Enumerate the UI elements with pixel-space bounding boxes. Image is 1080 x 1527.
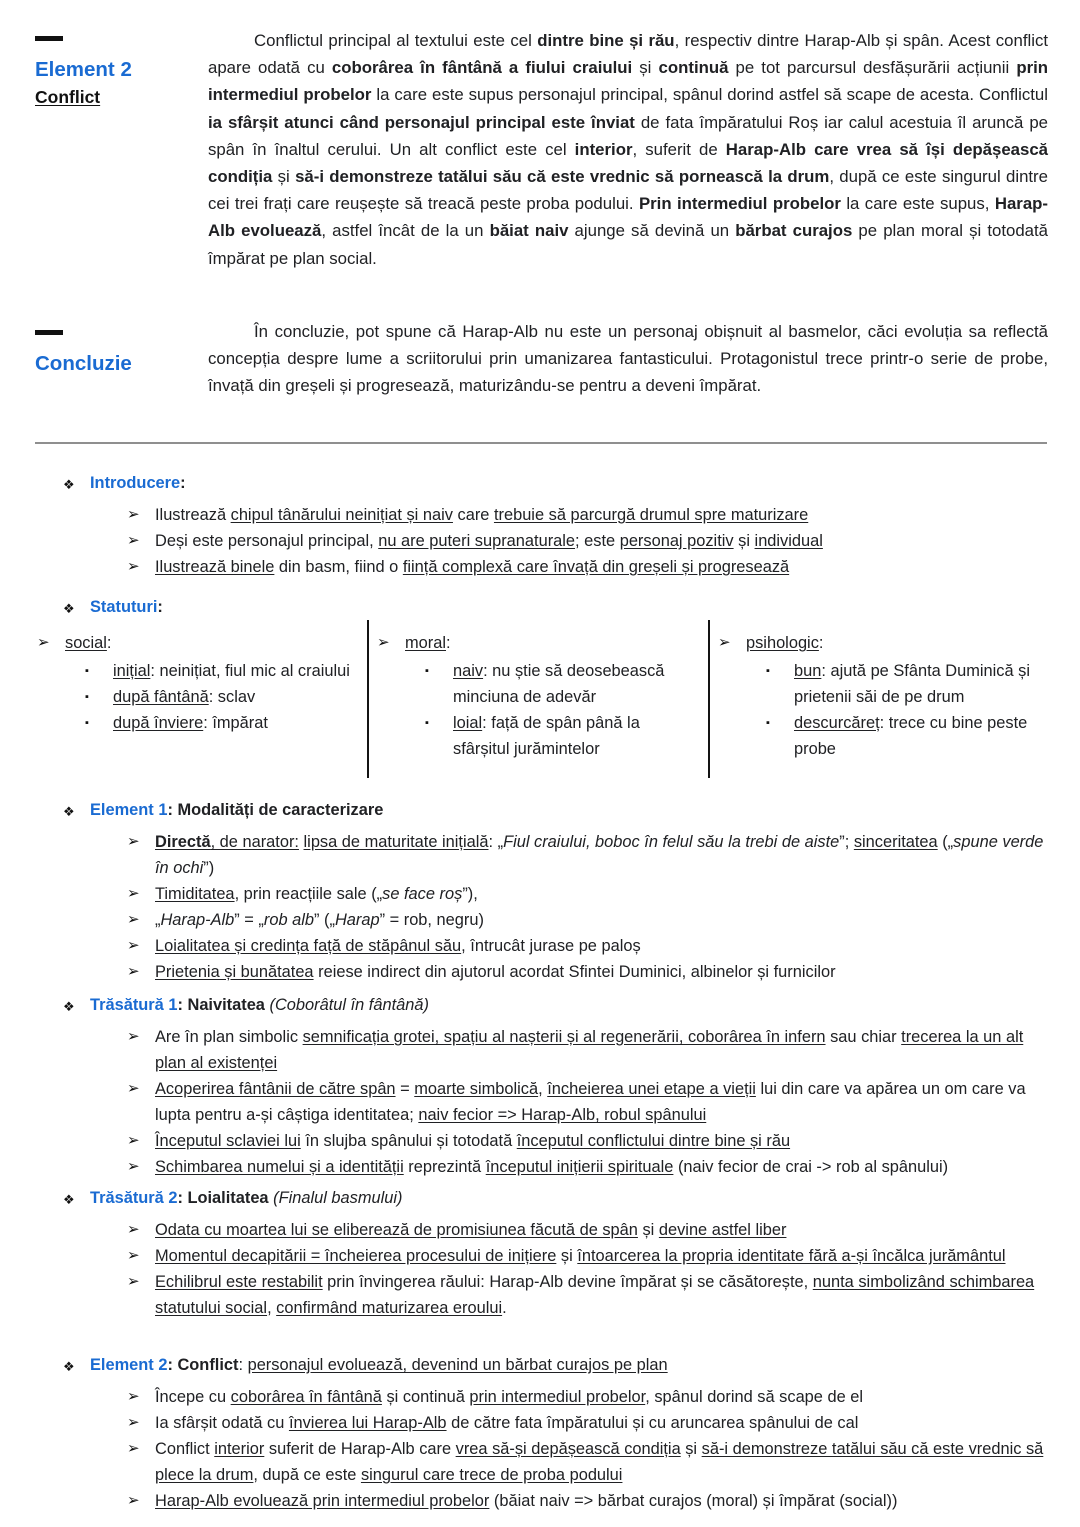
column-title: moral:: [405, 634, 451, 652]
bullet-list: [63, 1217, 1048, 1321]
section-header: [63, 797, 1048, 823]
arrow-bullet-icon: ➢: [127, 1221, 140, 1238]
section-trasatura2: [63, 1185, 1048, 1321]
square-bullet-icon: ▪: [425, 717, 429, 729]
list-item: [63, 1410, 1048, 1436]
section-element1: [63, 797, 1048, 985]
list-item-text: Începe cu coborârea în fântână și continuă prin intermediul probelor, spânul dorind să scape de el: [155, 1388, 864, 1406]
bullet-list: [716, 658, 1048, 762]
section-title: Trăsătură 1: Naivitatea (Coborâtul în fântână): [90, 996, 429, 1014]
arrow-bullet-icon: ➢: [127, 1273, 140, 1290]
section-trasatura1: [63, 992, 1048, 1180]
list-item-text: loial: față de spân până la sfârșitul jurămintelor: [453, 714, 640, 758]
section-element2-outline: [63, 1352, 1048, 1514]
list-item: [63, 1243, 1048, 1269]
list-item: [35, 684, 357, 710]
arrow-bullet-icon: ➢: [127, 558, 140, 575]
list-item-text: Odata cu moartea lui se eliberează de promisiunea făcută de spân și devine astfel liber: [155, 1221, 787, 1239]
column-header: [35, 630, 357, 656]
diamond-bullet-icon: ❖: [63, 1359, 75, 1374]
list-item-text: inițial: neinițiat, fiul mic al craiului: [113, 662, 350, 680]
paragraph-conflict: Conflictul principal al textului este cel dintre bine și rău, respectiv dintre Harap-Alb și spân. Acest conflict apare odată cu coborârea în fântână a fiului craiului și continuă pe tot parcursul desfășurării acțiunii prin intermediul probelor la care este supus personajul principal, spânul dorind astfel să scape de acesta. Conflictul ia sfârșit atunci când personajul principal este înviat de fata împăratului Roș iar calul acestuia îl aruncă pe spân în înaltul cerului. Un alt conflict este cel interior, suferit de Harap-Alb care vrea să își depășească condiția și să-i demonstreze tatălui său că este vrednic să pornească la drum, după ce este singurul dintre cei trei frați care reușește să treacă peste proba podului. Prin intermediul probelor la care este supus, Harap-Alb evoluează, astfel încât de la un băiat naiv ajunge să devină un bărbat curajos pe plan moral și totodată împărat pe plan social.: [208, 31, 1049, 268]
section-title: Element 1: Modalități de caracterizare: [90, 801, 384, 819]
list-item: [63, 1024, 1048, 1076]
list-item-text: după înviere: împărat: [113, 714, 268, 732]
list-item-text: după fântână: sclav: [113, 688, 256, 706]
diamond-bullet-icon: ❖: [63, 601, 75, 616]
section-title: Statuturi:: [90, 598, 163, 616]
section-divider: [35, 442, 1047, 444]
list-item-text: Acoperirea fântânii de către spân = moarte simbolică, încheierea unei etape a vieții lui din care va apărea un om care va lupta pentru a-și câștiga identitatea; naiv fecior => Harap-Alb, robul spânului: [155, 1080, 1026, 1124]
section-title: Element 2: Conflict: personajul evoluează, devenind un bărbat curajos pe plan: [90, 1356, 668, 1374]
list-item: [63, 907, 1048, 933]
list-item: [375, 658, 700, 710]
arrow-bullet-icon: ➢: [37, 634, 50, 651]
arrow-bullet-icon: ➢: [718, 634, 731, 651]
list-item-text: descurcăreț: trece cu bine peste probe: [794, 714, 1028, 758]
margin-heading-concluzie: Concluzie: [35, 352, 132, 375]
list-item-text: Deși este personajul principal, nu are puteri supranaturale; este personaj pozitiv și individual: [155, 532, 823, 550]
list-item-text: Începutul sclaviei lui în slujba spânului și totodată începutul conflictului dintre bine și rău: [155, 1132, 791, 1150]
square-bullet-icon: ▪: [85, 717, 89, 729]
list-item-text: Momentul decapitării = încheierea procesului de inițiere și întoarcerea la propria identitate fără a-și încălca jurământul: [155, 1247, 1006, 1265]
arrow-bullet-icon: ➢: [127, 1132, 140, 1149]
arrow-bullet-icon: ➢: [127, 833, 140, 850]
list-item-text: Directă, de narator: lipsa de maturitate inițială: „Fiul craiului, boboc în felul său la trebi de aiste”; sinceritatea („spune verde în ochi”): [155, 833, 1044, 877]
list-item: [63, 829, 1048, 881]
list-item-text: Loialitatea și credința față de stăpânul său, întrucât jurase pe paloș: [155, 937, 641, 955]
square-bullet-icon: ▪: [85, 665, 89, 677]
arrow-bullet-icon: ➢: [127, 1158, 140, 1175]
bullet-list: [375, 658, 700, 762]
list-item-text: Ia sfârșit odată cu învierea lui Harap-Alb de către fata împăratului și cu aruncarea spânului de cal: [155, 1414, 859, 1432]
list-item: [35, 658, 357, 684]
list-item: [716, 658, 1048, 710]
list-item: [375, 710, 700, 762]
status-column-psihologic: [716, 630, 1048, 762]
section-header: [63, 470, 1048, 496]
paragraph-concluzie: În concluzie, pot spune că Harap-Alb nu este un personaj obișnuit al basmelor, căci evoluția sa reflectă concepția despre lume a scriitorului prin umanizarea fantasticului. Protagonistul trece printr-o serie de probe, învață din greșeli și progresează, maturizându-se pentru a deveni împărat.: [208, 322, 1048, 396]
diamond-bullet-icon: ❖: [63, 477, 75, 492]
column-title: social:: [65, 634, 112, 652]
bullet-list: [63, 1384, 1048, 1514]
list-item: [63, 502, 1048, 528]
collapse-dash-icon: [35, 330, 63, 335]
list-item: [63, 933, 1048, 959]
list-item: [63, 554, 1048, 580]
list-item: [63, 1154, 1048, 1180]
list-item-text: „Harap-Alb” = „rob alb” („Harap” = rob, negru): [155, 911, 484, 929]
list-item: [63, 1128, 1048, 1154]
arrow-bullet-icon: ➢: [127, 532, 140, 549]
arrow-bullet-icon: ➢: [127, 1440, 140, 1457]
arrow-bullet-icon: ➢: [127, 1492, 140, 1509]
list-item: [63, 1076, 1048, 1128]
bullet-list: [63, 1024, 1048, 1180]
arrow-bullet-icon: ➢: [127, 963, 140, 980]
list-item: [63, 528, 1048, 554]
bullet-list: [35, 658, 357, 736]
list-item-text: Echilibrul este restabilit prin învingerea răului: Harap-Alb devine împărat și se căsătorește, nunta simbolizând schimbarea statutului social, confirmând maturizarea eroului.: [155, 1273, 1035, 1317]
status-column-social: [35, 630, 357, 736]
arrow-bullet-icon: ➢: [127, 1028, 140, 1045]
list-item: [35, 710, 357, 736]
section-title: Introducere:: [90, 474, 186, 492]
list-item-text: Prietenia și bunătatea reiese indirect din ajutorul acordat Sfintei Duminici, albinelor și furnicilor: [155, 963, 836, 981]
margin-note-concluzie: [35, 330, 205, 376]
square-bullet-icon: ▪: [85, 691, 89, 703]
arrow-bullet-icon: ➢: [127, 885, 140, 902]
column-rule: [708, 620, 710, 778]
section-header: [63, 594, 1048, 620]
list-item-text: naiv: nu știe să deosebească minciuna de adevăr: [453, 662, 665, 706]
column-header: [375, 630, 700, 656]
section-statuturi: [63, 594, 1048, 620]
list-item: [63, 959, 1048, 985]
list-item-text: bun: ajută pe Sfânta Duminică și prietenii săi de pe drum: [794, 662, 1030, 706]
diamond-bullet-icon: ❖: [63, 999, 75, 1014]
column-rule: [367, 620, 369, 778]
list-item: [63, 881, 1048, 907]
list-item-text: Harap-Alb evoluează prin intermediul probelor (băiat naiv => bărbat curajos (moral) și împărat (social)): [155, 1492, 898, 1510]
list-item: [63, 1436, 1048, 1488]
bullet-list: [63, 502, 1048, 580]
status-column-moral: [375, 630, 700, 762]
list-item: [63, 1217, 1048, 1243]
list-item: [63, 1269, 1048, 1321]
margin-note-element2: [35, 36, 205, 108]
section-header: [63, 1185, 1048, 1211]
collapse-dash-icon: [35, 36, 63, 41]
section-header: [63, 1352, 1048, 1378]
section-title: Trăsătură 2: Loialitatea (Finalul basmului): [90, 1189, 403, 1207]
list-item-text: Are în plan simbolic semnificația grotei, spațiu al nașterii și al regenerării, coborârea în infern sau chiar trecerea la un alt plan al existenței: [155, 1028, 1024, 1072]
square-bullet-icon: ▪: [425, 665, 429, 677]
margin-heading-element2: Element 2: [35, 58, 132, 81]
arrow-bullet-icon: ➢: [127, 1388, 140, 1405]
list-item: [63, 1488, 1048, 1514]
list-item: [716, 710, 1048, 762]
arrow-bullet-icon: ➢: [127, 937, 140, 954]
section-header: [63, 992, 1048, 1018]
margin-subheading-conflict: Conflict: [35, 87, 101, 107]
arrow-bullet-icon: ➢: [127, 911, 140, 928]
list-item-text: Ilustrează binele din basm, fiind o ființă complexă care învață din greșeli și progresează: [155, 558, 790, 576]
list-item: [63, 1384, 1048, 1410]
bullet-list: [63, 829, 1048, 985]
arrow-bullet-icon: ➢: [127, 1414, 140, 1431]
list-item-text: Conflict interior suferit de Harap-Alb care vrea să-și depășească condiția și să-i demonstreze tatălui său că este vrednic să plece la drum, după ce este singurul care trece de proba podului: [155, 1440, 1044, 1484]
list-item-text: Ilustrează chipul tânărului neinițiat și naiv care trebuie să parcurgă drumul spre maturizare: [155, 506, 809, 524]
arrow-bullet-icon: ➢: [127, 1080, 140, 1097]
list-item-text: Schimbarea numelui și a identității reprezintă începutul inițierii spirituale (naiv fecior de crai -> rob al spânului): [155, 1158, 949, 1176]
section-introducere: [63, 470, 1048, 580]
diamond-bullet-icon: ❖: [63, 1192, 75, 1207]
column-header: [716, 630, 1048, 656]
arrow-bullet-icon: ➢: [377, 634, 390, 651]
square-bullet-icon: ▪: [766, 717, 770, 729]
arrow-bullet-icon: ➢: [127, 506, 140, 523]
square-bullet-icon: ▪: [766, 665, 770, 677]
diamond-bullet-icon: ❖: [63, 804, 75, 819]
arrow-bullet-icon: ➢: [127, 1247, 140, 1264]
list-item-text: Timiditatea, prin reacțiile sale („se face roș”),: [155, 885, 478, 903]
column-title: psihologic:: [746, 634, 824, 652]
